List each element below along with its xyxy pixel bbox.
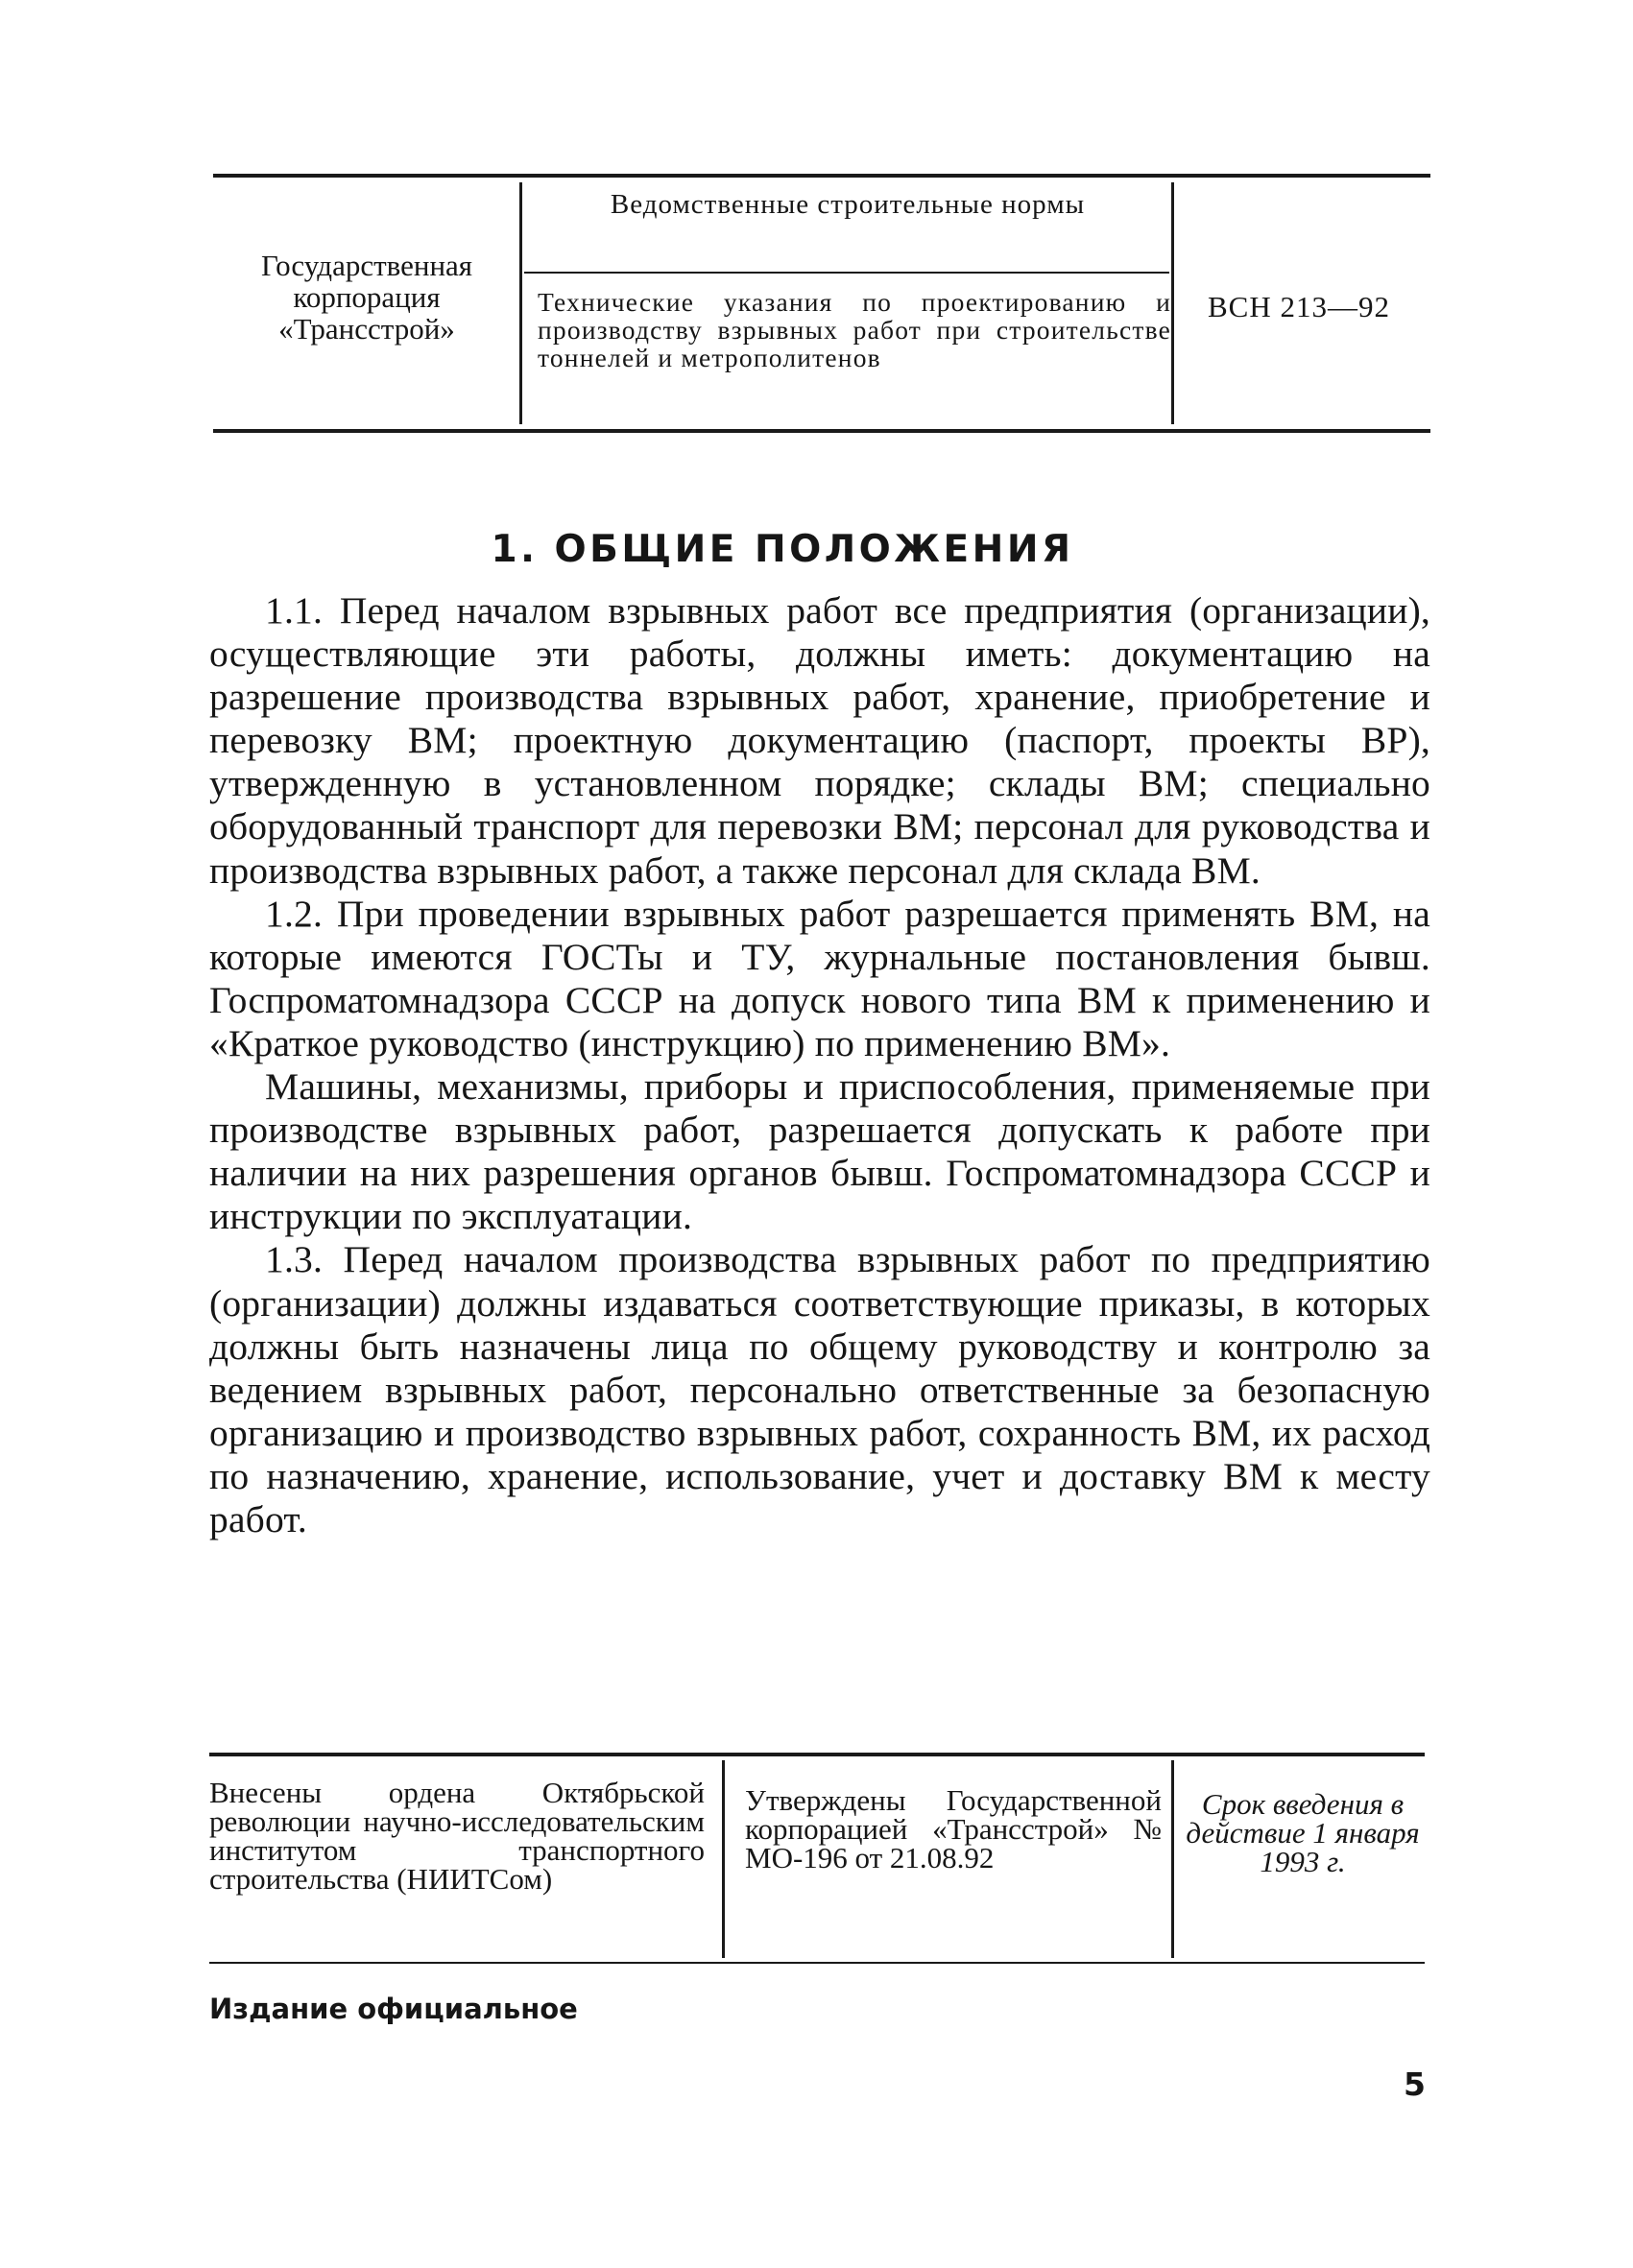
approved-by: Утверждены Государственной корпорацией «Трансстрой» № МО-196 от 21.08.92: [745, 1783, 1162, 1874]
paragraph-1-3: 1.3. Перед началом производства взрывных работ по предприятию (организации) должны издаваться соответствующие приказы, в которых должны быть назначены лица по общему руководству и контролю за ведением взрывных работ, персонально ответственные за безопасную организацию и производство взрывных работ, сохранность ВМ, их расход по назначению, хранение, использование, учет и доставку ВМ к месту работ.: [209, 1238, 1430, 1540]
header-top-rule: [213, 174, 1430, 178]
effective-date: Срок введения в действие 1 января 1993 г.: [1186, 1787, 1420, 1878]
edition-label: Издание официальное: [209, 1993, 578, 2025]
footer-bottom-rule: [209, 1962, 1425, 1964]
document-title: Технические указания по проектированию и производству взрывных работ при строительстве тоннелей и метрополитенов: [538, 287, 1171, 372]
header-divider-right: [1171, 182, 1174, 424]
section-body: [209, 589, 1430, 1541]
paragraph-1-1: 1.1. Перед началом взрывных работ все предприятия (организации), осуществляющие эти работы, должны иметь: документацию на разрешение производства взрывных работ, хранение, приобретение и перевозку ВМ; проектную документацию (паспорт, проекты ВР), утвержденную в установленном порядке; склады ВМ; специально оборудованный транспорт для перевозки ВМ; персонал для руководства и производства взрывных работ, а также персонал для склада ВМ.: [209, 589, 1430, 892]
introduced-by: Внесены ордена Октябрьской революции научно-исследовательским институтом транспортного строительства (НИИТСом): [209, 1776, 705, 1896]
section-heading: 1. ОБЩИЕ ПОЛОЖЕНИЯ: [491, 528, 1074, 571]
page-number: 5: [1404, 2065, 1426, 2103]
header-inner-rule: [524, 272, 1169, 274]
footer-divider-right: [1171, 1760, 1174, 1958]
paragraph-1-2-machines: Машины, механизмы, приборы и приспособления, применяемые при производстве взрывных работ, разрешается допускать к работе при наличии на них разрешения органов бывш. Госпроматомнадзора СССР и инструкции по эксплуатации.: [209, 1065, 1430, 1238]
document-type: Ведомственные строительные нормы: [610, 189, 1086, 220]
issuing-organization: Государственная корпорация «Трансстрой»: [260, 249, 473, 346]
footer-top-rule: [209, 1753, 1425, 1756]
header-bottom-rule: [213, 429, 1430, 433]
footer-divider-left: [722, 1760, 725, 1958]
paragraph-1-2: 1.2. При проведении взрывных работ разрешается применять ВМ, на которые имеются ГОСТы и ТУ, журнальные постановления бывш. Госпроматомнадзора СССР на допуск нового типа ВМ к применению и «Краткое руководство (инструкцию) по применению ВМ».: [209, 892, 1430, 1064]
document-code: ВСН 213—92: [1208, 290, 1390, 323]
